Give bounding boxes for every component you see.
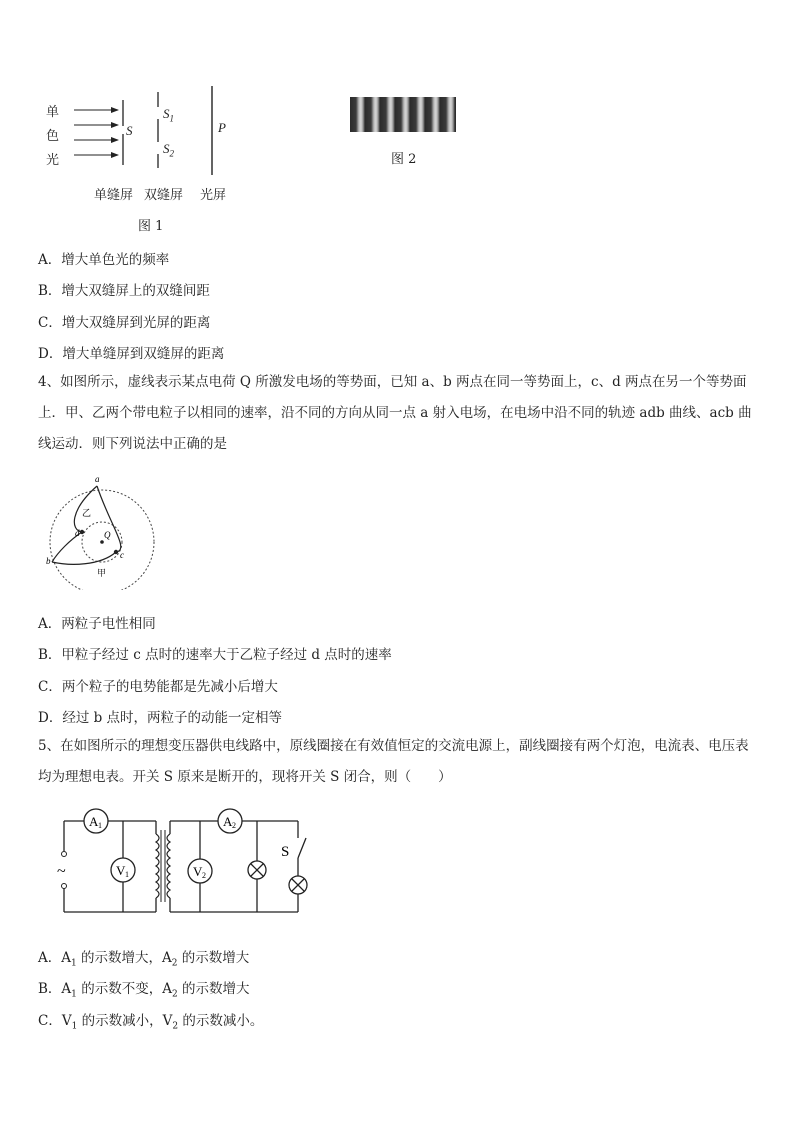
svg-text:2: 2 — [232, 821, 236, 830]
switch-label: S — [281, 844, 290, 860]
screen-label-double: 双缝屏 — [144, 188, 184, 203]
screen-label-single: 单缝屏 — [94, 188, 134, 203]
q4-option-a: A．两粒子电性相同 — [38, 616, 156, 632]
svg-text:2: 2 — [202, 871, 206, 880]
q4-stem: 4、如图所示，虚线表示某点电荷 Q 所激发电场的等势面，已知 a、b 两点在同一等势面上，c、d 两点在另一个等势面上．甲、乙两个带电粒子以相同的速率，沿不同的方向从同一点 a 射入电场，在电场中沿不同的轨迹 adb 曲线、acb 曲线运动．则下列说法中正确的是 — [38, 374, 752, 452]
q3-option-d: D．增大单缝屏到双缝屏的距离 — [38, 346, 225, 362]
screen-label-light: 光屏 — [200, 188, 227, 203]
label-yi: 乙 — [82, 508, 92, 518]
svg-text:1: 1 — [125, 870, 129, 879]
q3-option-b: B．增大双缝屏上的双缝间距 — [38, 283, 210, 299]
ammeter-a2 — [218, 809, 242, 833]
switch-s — [298, 838, 306, 858]
label-c: c — [120, 550, 124, 560]
double-slit-diagram — [0, 0, 260, 210]
equipotential-diagram — [40, 470, 165, 590]
interference-fringes-image — [350, 97, 456, 132]
ac-terminal-bottom — [62, 884, 67, 889]
figure-2-caption: 图 2 — [391, 152, 417, 167]
figure-1-caption: 图 1 — [138, 219, 164, 234]
q4-option-c: C．两个粒子的电势能都是先减小后增大 — [38, 679, 278, 695]
label-jia: 甲 — [97, 568, 107, 578]
trajectory-acb — [52, 486, 121, 564]
q5-option-c: C．$V_1$ 的示数减小，$V_2$ 的示数减小。 — [38, 1013, 264, 1032]
point-q — [100, 540, 104, 544]
primary-coil — [156, 834, 159, 898]
label-b: b — [46, 556, 51, 566]
ac-symbol: ~ — [57, 863, 66, 880]
label-d: d — [75, 528, 80, 538]
point-d — [80, 530, 84, 534]
q5-option-b: B．$A_1$ 的示数不变，$A_2$ 的示数增大 — [38, 981, 250, 1000]
transformer-circuit — [48, 806, 328, 921]
q5-stem: 5、在如图所示的理想变压器供电线路中，原线圈接在有效值恒定的交流电源上，副线圈接有两个灯泡，电流表、电压表均为理想电表。开关 S 原来是断开的，现将开关 S 闭合，则（ ） — [38, 738, 749, 785]
lamp-2 — [289, 876, 307, 894]
voltmeter-v2 — [188, 859, 212, 883]
label-s2: $S_2$ — [163, 141, 174, 159]
q5-option-a: A．$A_1$ 的示数增大，$A_2$ 的示数增大 — [38, 950, 250, 969]
svg-text:A: A — [89, 814, 99, 829]
lamp-1 — [248, 861, 266, 879]
trajectory-adb — [52, 486, 97, 562]
label-s1: $S_1$ — [163, 106, 174, 124]
label-p: P — [218, 120, 226, 135]
q4-option-b: B．甲粒子经过 c 点时的速率大于乙粒子经过 d 点时的速率 — [38, 647, 392, 663]
q4-option-d: D．经过 b 点时，两粒子的动能一定相等 — [38, 710, 283, 726]
svg-text:V: V — [116, 863, 126, 878]
q3-option-a: A．增大单色光的频率 — [38, 252, 170, 268]
label-q: Q — [104, 530, 111, 540]
light-char-3: 光 — [46, 153, 60, 168]
light-char-2: 色 — [46, 129, 60, 144]
point-c — [114, 550, 118, 554]
label-s: S — [126, 123, 133, 138]
voltmeter-v1 — [111, 858, 135, 882]
label-a: a — [95, 474, 100, 484]
svg-text:V: V — [193, 864, 203, 879]
secondary-coil — [167, 834, 170, 898]
light-char-1: 单 — [46, 105, 60, 120]
ac-terminal-top — [62, 852, 67, 857]
q3-option-c: C．增大双缝屏到光屏的距离 — [38, 315, 211, 331]
ammeter-a1 — [84, 809, 108, 833]
svg-text:A: A — [223, 814, 233, 829]
light-ray-arrows — [74, 110, 118, 155]
svg-text:1: 1 — [98, 821, 102, 830]
